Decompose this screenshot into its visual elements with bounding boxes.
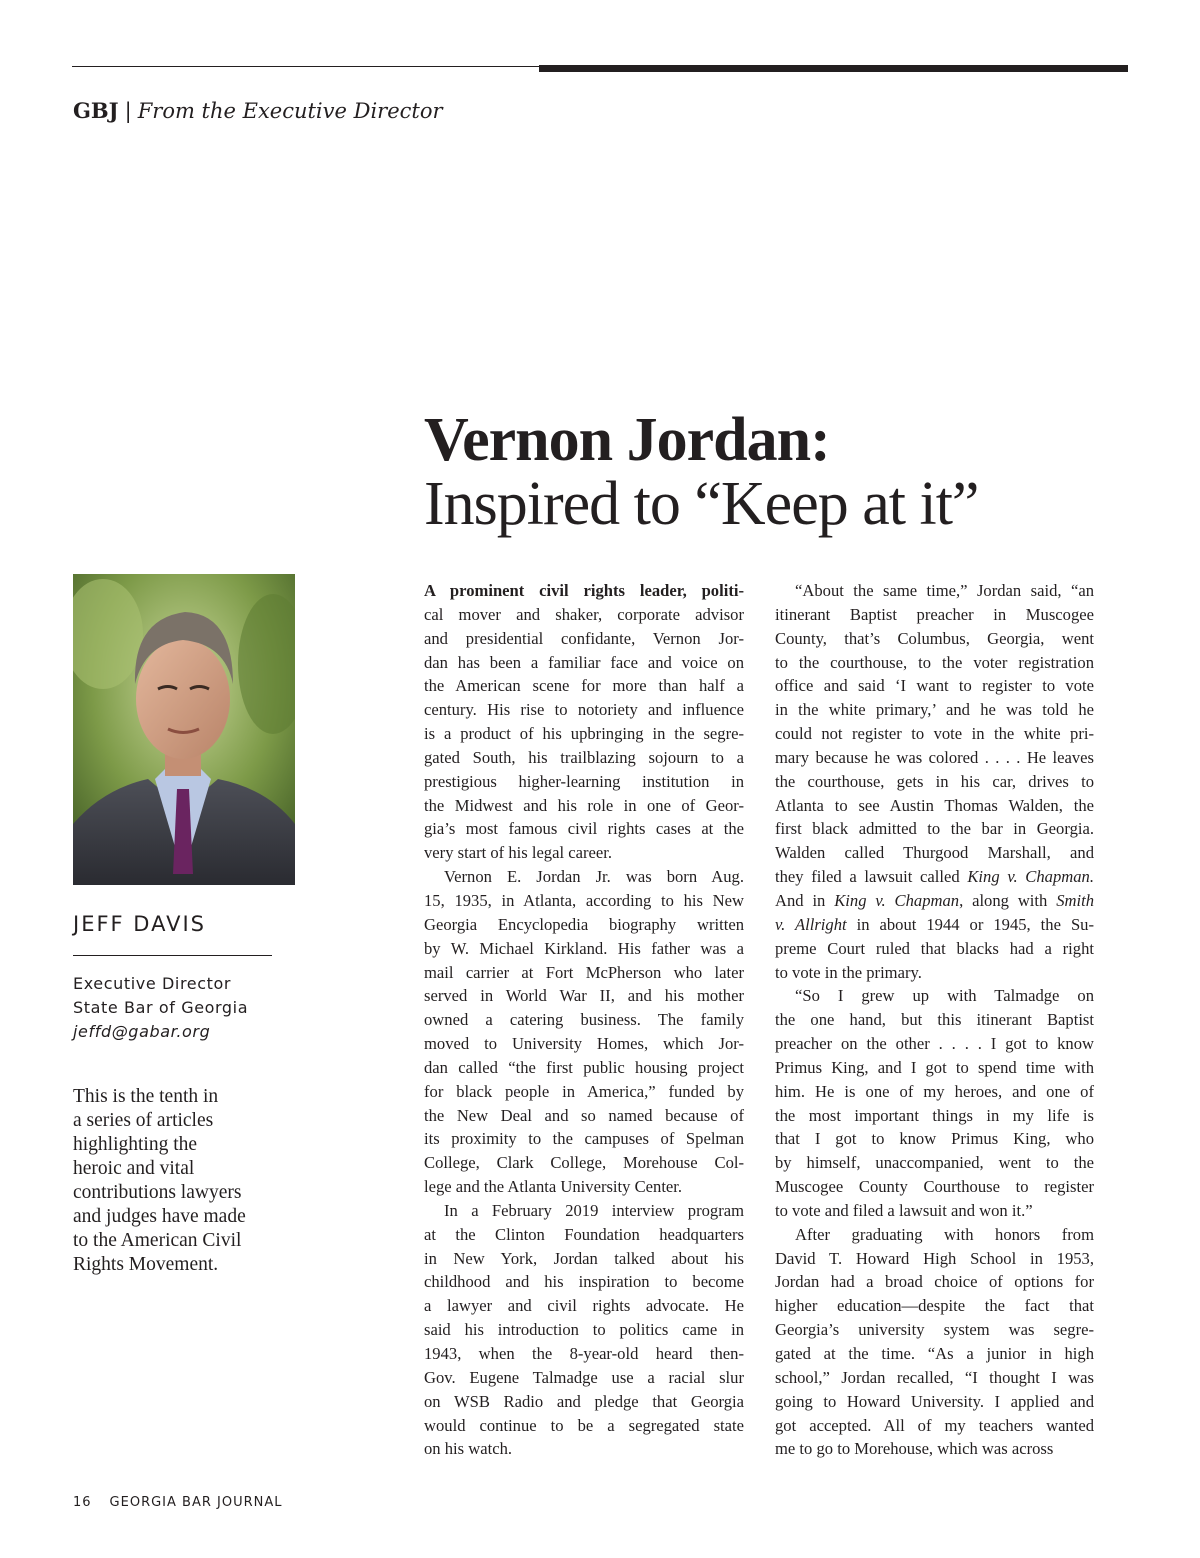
separator: | bbox=[124, 99, 132, 123]
body-line: Jordan had a broad choice of options for bbox=[775, 1272, 1094, 1292]
body-line: gated at the time. “As a junior in high bbox=[775, 1344, 1094, 1363]
section-name: From the Executive Director bbox=[137, 99, 443, 123]
body-line: prestigious higher-learning institution in bbox=[424, 771, 744, 791]
body-line: that I got to know Primus King, who bbox=[775, 1129, 1094, 1149]
body-line: by W. Michael Kirkland. His father was a bbox=[424, 938, 744, 958]
body-line: Gov. Eugene Talmadge use a racial slur bbox=[424, 1367, 744, 1387]
body-line: lege and the Atlanta University Center. bbox=[424, 1177, 683, 1197]
body-line: on WSB Radio and pledge that Georgia bbox=[424, 1391, 744, 1411]
body-line: is a product of his upbringing in the segre- bbox=[424, 724, 744, 744]
body-line: childhood and his inspiration to become bbox=[424, 1272, 744, 1292]
body-line: moved to University Homes, which Jor- bbox=[424, 1034, 744, 1054]
series-note-line: to the American Civil bbox=[73, 1230, 242, 1251]
body-line: first black admitted to the bar in Georgia. bbox=[775, 819, 1094, 839]
body-line: Georgia Encyclopedia biography written bbox=[424, 914, 744, 934]
series-note-line: highlighting the bbox=[73, 1134, 198, 1155]
body-line: preme Court ruled that blacks had a right bbox=[775, 938, 1094, 958]
body-line: at the Clinton Foundation headquarters bbox=[424, 1224, 744, 1244]
body-line: on his watch. bbox=[424, 1439, 513, 1459]
author-organization: State Bar of Georgia bbox=[73, 998, 249, 1017]
body-line: itinerant Baptist preacher in Muscogee bbox=[775, 604, 1094, 624]
body-line: gia’s most famous civil rights cases at the bbox=[424, 819, 744, 839]
section-label bbox=[73, 97, 443, 125]
body-line: to vote and filed a lawsuit and won it.” bbox=[775, 1200, 1033, 1220]
author-details bbox=[73, 972, 248, 1044]
series-note-line: This is the tenth in bbox=[73, 1086, 219, 1107]
body-line: County, that’s Columbus, Georgia, went bbox=[775, 628, 1094, 648]
title-line-2: Inspired to “Keep at it” bbox=[424, 470, 979, 538]
body-line: Muscogee County Courthouse to register bbox=[775, 1177, 1094, 1197]
author-photo bbox=[73, 574, 295, 885]
body-line: 15, 1935, in Atlanta, according to his New bbox=[424, 890, 744, 910]
body-line: Atlanta to see Austin Thomas Walden, the bbox=[775, 795, 1094, 815]
body-line: to the courthouse, to the voter registration bbox=[775, 652, 1094, 672]
body-line bbox=[775, 889, 1094, 913]
body-line: Vernon E. Jordan Jr. was born Aug. bbox=[444, 867, 744, 887]
body-line: Primus King, and I got to spend time with bbox=[775, 1057, 1094, 1077]
body-line: 1943, when the 8-year-old heard then- bbox=[424, 1344, 744, 1363]
body-text: And in bbox=[775, 890, 835, 910]
body-line: After graduating with honors from bbox=[795, 1224, 1094, 1244]
body-line: dan has been a familiar face and voice on bbox=[424, 652, 744, 672]
body-line: College, Clark College, Morehouse Col- bbox=[424, 1153, 744, 1173]
series-note-line: and judges have made bbox=[73, 1206, 246, 1227]
body-line: Georgia’s university system was segre- bbox=[775, 1320, 1094, 1340]
body-line: mail carrier at Fort McPherson who later bbox=[424, 962, 744, 982]
body-line: Walden called Thurgood Marshall, and bbox=[775, 843, 1094, 863]
body-line: owned a catering business. The family bbox=[424, 1010, 744, 1030]
author-role: Executive Director bbox=[73, 974, 232, 993]
publication-name: GEORGIA BAR JOURNAL bbox=[109, 1495, 283, 1510]
case-name: v. Allright bbox=[775, 914, 847, 934]
body-line: in New York, Jordan talked about his bbox=[424, 1248, 744, 1268]
series-note-line: heroic and vital bbox=[73, 1158, 195, 1179]
author-divider bbox=[73, 955, 272, 956]
body-line: the one hand, but this itinerant Baptist bbox=[775, 1010, 1094, 1030]
author-email: jeffd@gabar.org bbox=[73, 1022, 211, 1041]
body-line: David T. Howard High School in 1953, bbox=[775, 1248, 1094, 1268]
body-line: In a February 2019 interview program bbox=[444, 1200, 744, 1220]
body-line: a lawyer and civil rights advocate. He bbox=[424, 1296, 744, 1316]
case-name: King v. Chapman bbox=[834, 890, 960, 910]
body-line bbox=[775, 913, 1094, 937]
top-rule-thick bbox=[539, 65, 1128, 72]
case-name: Smith bbox=[1056, 890, 1094, 910]
body-line: in the white primary,’ and he was told he bbox=[775, 700, 1094, 720]
body-text: , along with bbox=[959, 890, 1057, 910]
body-line: dan called “the first public housing project bbox=[424, 1057, 744, 1077]
author-name: JEFF DAVIS bbox=[73, 912, 207, 936]
article-column-1 bbox=[424, 579, 744, 1461]
body-line: could not register to vote in the white pri- bbox=[775, 724, 1094, 744]
body-text: in about 1944 or 1945, the Su- bbox=[846, 914, 1094, 934]
title-line-1: Vernon Jordan: bbox=[424, 406, 830, 474]
page-number: 16 bbox=[73, 1495, 92, 1510]
lead-line: A prominent civil rights leader, politi- bbox=[424, 581, 744, 600]
body-text: they filed a lawsuit called bbox=[775, 867, 968, 887]
page-footer bbox=[73, 1495, 282, 1510]
body-line: for black people in America,” funded by bbox=[424, 1081, 744, 1101]
series-note-line: Rights Movement. bbox=[73, 1254, 219, 1275]
body-line: the courthouse, gets in his car, drives to bbox=[775, 771, 1094, 791]
body-line: him. He is one of my heroes, and one of bbox=[775, 1081, 1094, 1101]
body-line bbox=[775, 865, 1094, 889]
body-line: office and said ‘I want to register to vote bbox=[775, 676, 1094, 696]
body-line: preacher on the other . . . . I got to know bbox=[775, 1034, 1094, 1054]
series-note-line: contributions lawyers bbox=[73, 1182, 242, 1203]
series-note bbox=[73, 1085, 273, 1277]
body-line: the most important things in my life is bbox=[775, 1105, 1094, 1125]
article-column-2 bbox=[775, 579, 1094, 1461]
body-line: “So I grew up with Talmadge on bbox=[795, 986, 1094, 1006]
body-line: its proximity to the campuses of Spelman bbox=[424, 1129, 744, 1149]
body-line: the New Deal and so named because of bbox=[424, 1105, 744, 1125]
body-line: said his introduction to politics came in bbox=[424, 1320, 744, 1340]
magazine-abbreviation: GBJ bbox=[73, 98, 119, 123]
body-line: and presidential confidante, Vernon Jor- bbox=[424, 628, 744, 648]
body-line: school,” Jordan recalled, “I thought I was bbox=[775, 1367, 1094, 1387]
body-line: served in World War II, and his mother bbox=[424, 986, 744, 1006]
body-line: gated South, his trailblazing sojourn to a bbox=[424, 747, 744, 767]
body-line: very start of his legal career. bbox=[424, 843, 612, 863]
body-line: going to Howard University. I applied and bbox=[775, 1391, 1094, 1411]
body-line: “About the same time,” Jordan said, “an bbox=[795, 581, 1094, 600]
body-line: me to go to Morehouse, which was across bbox=[775, 1439, 1054, 1459]
body-line: century. His rise to notoriety and influence bbox=[424, 700, 744, 720]
body-line: mary because he was colored . . . . He leaves bbox=[775, 747, 1094, 767]
series-note-line: a series of articles bbox=[73, 1110, 214, 1131]
body-line: higher education—despite the fact that bbox=[775, 1296, 1094, 1316]
case-name: King v. Chapman. bbox=[967, 867, 1094, 887]
body-line: cal mover and shaker, corporate advisor bbox=[424, 604, 744, 624]
top-rule-thin bbox=[72, 66, 542, 67]
article-title bbox=[424, 408, 1124, 536]
body-line: got accepted. All of my teachers wanted bbox=[775, 1415, 1094, 1435]
body-line: by himself, unaccompanied, went to the bbox=[775, 1153, 1094, 1173]
body-line: the American scene for more than half a bbox=[424, 676, 744, 696]
body-line: would continue to be a segregated state bbox=[424, 1415, 744, 1435]
body-line: to vote in the primary. bbox=[775, 962, 922, 982]
body-line: the Midwest and his role in one of Geor- bbox=[424, 795, 744, 815]
